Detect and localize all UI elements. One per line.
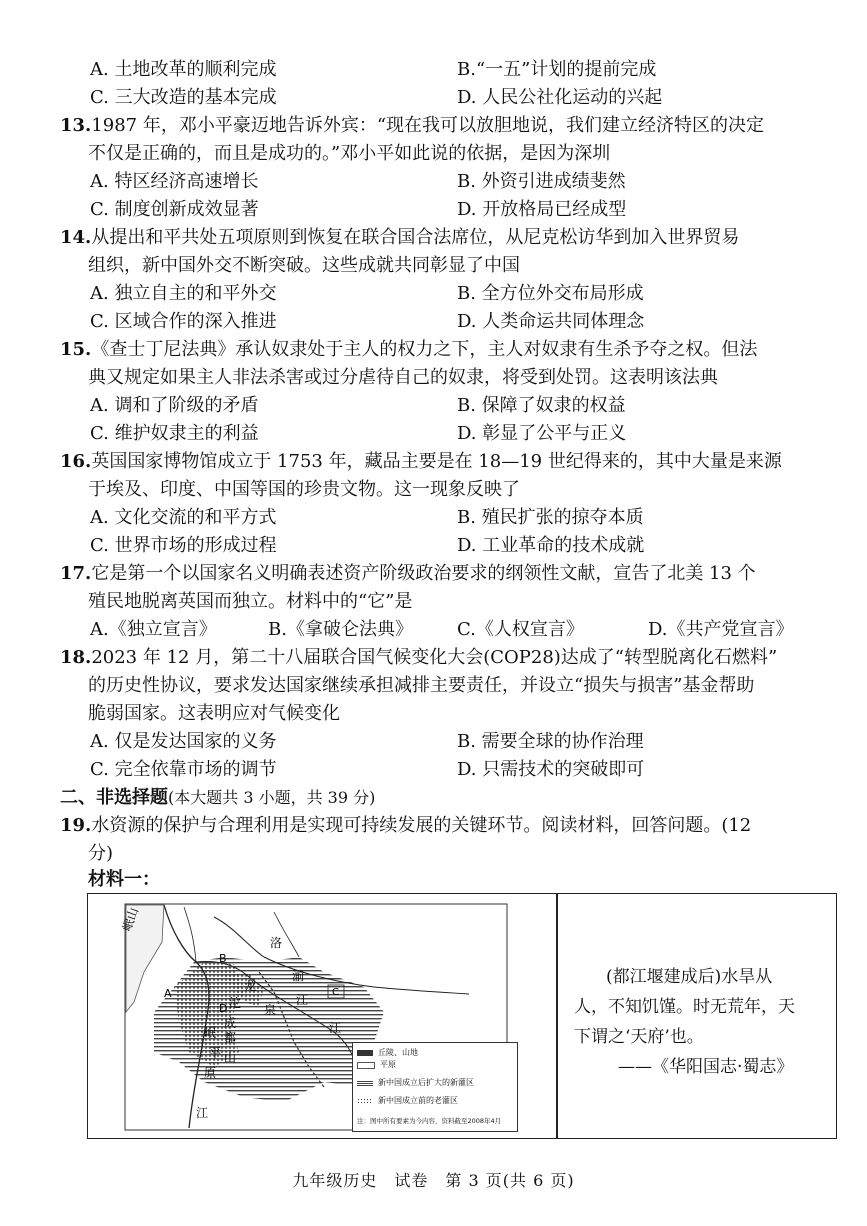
- q13-option-c: C. 制度创新成效显著: [90, 199, 259, 220]
- q18-stem-line1: [60, 644, 777, 672]
- q13-option-a: A. 特区经济高速增长: [90, 171, 259, 192]
- map-label-jian: 湔: [292, 969, 305, 983]
- q12-option-c: C. 三大改造的基本完成: [90, 87, 277, 108]
- legend-note: 注：图中所有要素为今内容，资料截至2008年4月: [357, 1117, 502, 1125]
- map-label-yuan: 原: [204, 1066, 217, 1080]
- section-2-note: (本大题共 3 小题，共 39 分): [168, 788, 376, 807]
- legend-plain-label: 平原: [380, 1060, 396, 1069]
- q16-option-b: B. 殖民扩张的掠夺本质: [457, 507, 644, 528]
- q16-option-c: C. 世界市场的形成过程: [90, 535, 277, 556]
- legend-old-label: 新中国成立前的老灌区: [378, 1096, 458, 1105]
- legend-hill: [353, 1047, 517, 1059]
- q16-text-1: 英国国家博物馆成立于 1753 年，藏品主要是在 18—19 世纪得来的，其中大量是来源: [91, 451, 782, 472]
- map-point-b: B: [219, 952, 227, 965]
- map-label-luo: 洛: [270, 936, 283, 950]
- quote-line3: 下谓之‘天府’也。: [574, 1027, 704, 1047]
- material-1-label: 材料一：: [88, 869, 160, 890]
- q12-option-a: A. 土地改革的顺利完成: [90, 59, 277, 80]
- q16-option-a: A. 文化交流的和平方式: [90, 507, 277, 528]
- q13-stem-line2: 不仅是正确的，而且是成功的。”邓小平如此说的依据，是因为深圳: [88, 143, 611, 164]
- q19-number: 19.: [60, 815, 92, 836]
- q18-option-b: B. 需要全球的协作治理: [457, 731, 644, 752]
- q16-stem-line2: 于埃及、印度、中国等国的珍贵文物。这一现象反映了: [88, 479, 520, 500]
- map-label-quan: 泉: [264, 1003, 277, 1017]
- q16-number: 16.: [60, 451, 92, 472]
- page-footer: 九年级历史 试卷 第 3 页(共 6 页): [292, 1171, 575, 1190]
- map-label-jiang2: 江: [329, 1021, 342, 1035]
- legend-hill-swatch: [357, 1050, 373, 1056]
- q19-stem-line1: [60, 812, 751, 840]
- q14-option-c: C. 区域合作的深入推进: [90, 311, 277, 332]
- q19-stem-line2: 分): [88, 843, 114, 864]
- q12-option-d: D. 人民公社化运动的兴起: [457, 87, 663, 108]
- q14-stem-line1: [60, 224, 739, 252]
- q15-number: 15.: [60, 339, 92, 360]
- map-label-jiang1: 江: [296, 993, 309, 1007]
- map-label-chengdu: 成: [224, 1016, 237, 1030]
- q14-number: 14.: [60, 227, 92, 248]
- q15-stem-line1: [60, 336, 757, 364]
- q13-option-d: D. 开放格局已经成型: [457, 199, 627, 220]
- map-label-long: 龙: [244, 979, 257, 993]
- q14-stem-line2: 组织，新中国外交不断突破。这些成就共同彰显了中国: [88, 255, 520, 276]
- q17-stem-line2: 殖民地脱离英国而独立。材料中的“它”是: [88, 591, 413, 612]
- q17-text-1: 它是第一个以国家名义明确表述资产阶级政治要求的纲领性文献，宣告了北美 13 个: [91, 563, 756, 584]
- q18-text-1: 2023 年 12 月，第二十八届联合国气候变化大会(COP28)达成了“转型脱离化石燃料”: [91, 647, 778, 668]
- box-divider: [556, 894, 558, 1138]
- q18-stem-line3: 脆弱国家。这表明应对气候变化: [88, 703, 340, 724]
- q13-option-b: B. 外资引进成绩斐然: [457, 171, 626, 192]
- jian-river: [274, 912, 299, 957]
- q19-text-1: 水资源的保护与合理利用是实现可持续发展的关键环节。阅读材料，回答问题。(12: [91, 815, 752, 836]
- upper-min-river: [184, 907, 196, 962]
- q16-stem-line1: [60, 448, 782, 476]
- map-point-d: D: [219, 1002, 228, 1015]
- quote-line1: (都江堰建成后)水旱从: [606, 967, 773, 987]
- q14-option-b: B. 全方位外交布局形成: [457, 283, 644, 304]
- legend-plain: [353, 1059, 517, 1071]
- q15-text-1: 《查士丁尼法典》承认奴隶处于主人的权力之下，主人对奴隶有生杀予夺之权。但法: [91, 339, 758, 360]
- map-label-ping: 平: [209, 1046, 222, 1060]
- q17-option-c: C.《人权宣言》: [457, 619, 584, 640]
- map-label-tuo: 沱: [229, 996, 242, 1010]
- quote-line2: 人，不知饥馑。时无荒年，天: [574, 997, 795, 1017]
- q17-option-a: A.《独立宣言》: [90, 619, 217, 640]
- q17-number: 17.: [60, 563, 92, 584]
- q18-number: 18.: [60, 647, 92, 668]
- legend-plain-swatch: [357, 1062, 375, 1069]
- quote-source: ——《华阳国志·蜀志》: [618, 1057, 794, 1077]
- q18-stem-line2: 的历史性协议，要求发达国家继续承担减排主要责任，并设立“损失与损害”基金帮助: [88, 675, 755, 696]
- section-2-heading: [60, 784, 375, 812]
- section-2-title: 二、非选择题: [60, 787, 168, 808]
- q13-number: 13.: [60, 115, 92, 136]
- q18-option-c: C. 完全依靠市场的调节: [90, 759, 277, 780]
- q16-option-d: D. 工业革命的技术成就: [457, 535, 645, 556]
- legend-hill-label: 丘陵、山地: [378, 1048, 418, 1057]
- map-legend: [352, 1042, 518, 1132]
- q14-option-d: D. 人类命运共同体理念: [457, 311, 645, 332]
- q17-option-b: B.《拿破仑法典》: [268, 619, 413, 640]
- map-point-a: A: [164, 987, 172, 1000]
- dujiangyan-map: [119, 902, 544, 1134]
- map-label-du: 都: [224, 1031, 237, 1045]
- q14-text-1: 从提出和平共处五项原则到恢复在联合国合法席位，从尼克松访华到加入世界贸易: [91, 227, 740, 248]
- legend-old-swatch: [357, 1098, 373, 1104]
- legend-new-area: [353, 1077, 517, 1089]
- map-label-shan: 山: [224, 1051, 237, 1065]
- q15-option-d: D. 彰显了公平与正义: [457, 423, 627, 444]
- q17-stem-line1: [60, 560, 756, 588]
- map-label-min: 岷: [204, 1026, 217, 1040]
- map-label-jiang3: 江: [196, 1106, 209, 1120]
- q12-option-b: B.“一五”计划的提前完成: [457, 59, 657, 80]
- legend-new-label: 新中国成立后扩大的新灌区: [378, 1078, 474, 1087]
- q15-option-a: A. 调和了阶级的矛盾: [90, 395, 259, 416]
- legend-old-area: [353, 1095, 517, 1107]
- q14-option-a: A. 独立自主的和平外交: [90, 283, 277, 304]
- q18-option-a: A. 仅是发达国家的义务: [90, 731, 277, 752]
- q15-option-b: B. 保障了奴隶的权益: [457, 395, 626, 416]
- q13-stem-line1: [60, 112, 764, 140]
- q17-option-d: D.《共产党宣言》: [648, 619, 794, 640]
- q13-text-1: 1987 年，邓小平豪迈地告诉外宾：“现在我可以放胆地说，我们建立经济特区的决定: [91, 115, 765, 136]
- map-point-c: C: [332, 987, 339, 998]
- material-1-box: [87, 893, 837, 1139]
- q15-stem-line2: 典又规定如果主人非法杀害或过分虐待自己的奴隶，将受到处罚。这表明该法典: [88, 367, 718, 388]
- q18-option-d: D. 只需技术的突破即可: [457, 759, 645, 780]
- q15-option-c: C. 维护奴隶主的利益: [90, 423, 259, 444]
- legend-new-swatch: [357, 1080, 373, 1086]
- map-label-minshan: 岷山: [119, 905, 142, 934]
